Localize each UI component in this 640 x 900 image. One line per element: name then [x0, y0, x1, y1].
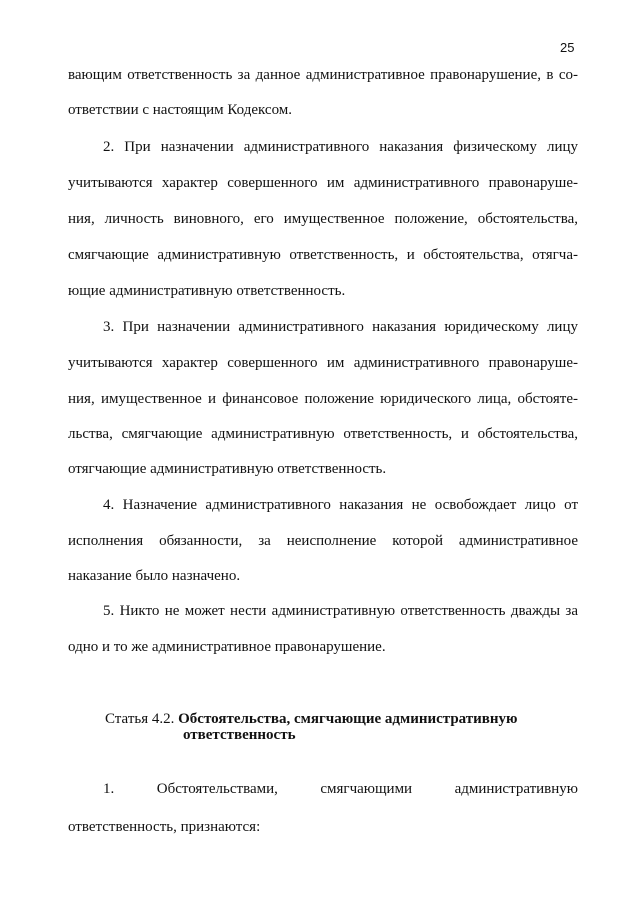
article-label: Статья 4.2. — [105, 711, 175, 727]
text-line: 3. При назначении административного наказания юридическому лицу — [103, 319, 578, 335]
text-line: учитываются характер совершенного им административного правонаруше- — [68, 355, 578, 371]
page-number: 25 — [560, 40, 575, 55]
text-line: 2. При назначении административного наказания физическому лицу — [103, 139, 578, 155]
text-line: вающим ответственность за данное административное правонарушение, в со- — [68, 67, 578, 83]
text-line: ответствии с настоящим Кодексом. — [68, 102, 293, 118]
text-line: исполнения обязанности, за неисполнение которой административное — [68, 533, 578, 549]
text-line: ющие административную ответственность. — [68, 283, 346, 299]
text-line: льства, смягчающие административную ответственность, и обстоятельства, — [68, 426, 578, 442]
text-line: одно и то же административное правонарушение. — [68, 639, 386, 655]
article-title: Обстоятельства, смягчающие административную — [178, 711, 518, 727]
text-line: 5. Никто не может нести административную ответственность дважды за — [103, 603, 578, 619]
text-line: 1. Обстоятельствами, смягчающими административную — [103, 781, 578, 797]
text-line: 4. Назначение административного наказания не освобождает лицо от — [103, 497, 578, 513]
text-line: отягчающие административную ответственность. — [68, 461, 387, 477]
text-line: ния, личность виновного, его имущественное положение, обстоятельства, — [68, 211, 578, 227]
text-line: наказание было назначено. — [68, 568, 241, 584]
article-title-continuation: ответственность — [183, 727, 296, 743]
text-line: ния, имущественное и финансовое положение юридического лица, обстояте- — [68, 391, 578, 407]
text-line: ответственность, признаются: — [68, 819, 261, 835]
text-line: смягчающие административную ответственность, и обстоятельства, отягча- — [68, 247, 578, 263]
text-line: учитываются характер совершенного им административного правонаруше- — [68, 175, 578, 191]
